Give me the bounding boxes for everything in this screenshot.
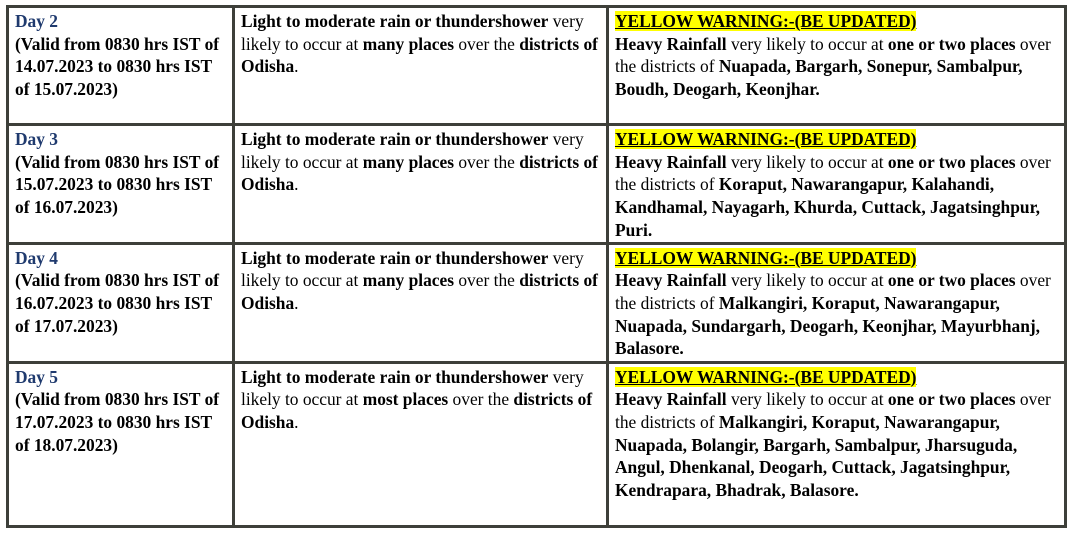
warning-cell <box>608 362 1066 526</box>
forecast-text: over the <box>454 33 520 54</box>
day-cell <box>8 125 234 244</box>
warning-cell <box>608 125 1066 244</box>
forecast-cell <box>234 7 608 125</box>
forecast-text: very likely to occur at <box>241 366 584 410</box>
warning-hazard: Heavy Rainfall <box>615 33 727 54</box>
forecast-lead: Light to moderate rain or thundershower <box>241 247 549 268</box>
warning-hazard: Heavy Rainfall <box>615 389 727 410</box>
day-label: Day 5 <box>15 366 58 387</box>
yellow-warning-label: YELLOW WARNING:-(BE UPDATED) <box>615 247 917 268</box>
forecast-lead: Light to moderate rain or thundershower <box>241 129 549 149</box>
warning-extent: one or two places <box>887 389 1016 410</box>
warning-extent: one or two places <box>887 151 1016 172</box>
warning-text: very likely to occur at <box>726 33 888 54</box>
forecast-text: over the <box>448 389 514 410</box>
forecast-region: districts of Odisha <box>241 33 598 77</box>
forecast-end: . <box>294 292 299 313</box>
forecast-text: very likely to occur at <box>241 247 584 291</box>
forecast-region: districts of Odisha <box>241 270 598 313</box>
warning-districts: Malkangiri, Koraput, Nawarangapur, Nuapada, Sundargarh, Deogarh, Keonjhar, Mayurbhanj, Balasore <box>615 292 1041 359</box>
forecast-region: districts of Odisha <box>241 389 593 432</box>
warning-text: over the districts of <box>615 33 1051 77</box>
forecast-cell <box>234 125 608 244</box>
warning-end: . <box>679 338 684 359</box>
table-row <box>8 243 1066 362</box>
warning-end: . <box>854 480 859 501</box>
day-cell <box>8 243 234 362</box>
district-forecast-table <box>6 5 1067 528</box>
validity-period: (Valid from 0830 hrs IST of 17.07.2023 to 0830 hrs IST of 18.07.2023) <box>15 389 220 455</box>
warning-end: . <box>647 219 653 240</box>
forecast-extent: most places <box>362 389 449 410</box>
day-cell <box>8 362 234 526</box>
forecast-text: over the <box>454 270 520 291</box>
warning-text: over the districts of <box>615 151 1051 195</box>
warning-districts: Malkangiri, Koraput, Nawarangapur, Nuapada, Bolangir, Bargarh, Sambalpur, Jharsuguda, Angul, Dhenkanal, Deogarh, Cuttack, Jagatsinghpur, Kendrapara, Bhadrak, Balasore <box>615 411 1018 501</box>
warning-end: . <box>815 79 820 100</box>
day-label: Day 4 <box>15 247 58 268</box>
warning-cell <box>608 243 1066 362</box>
table-row <box>8 125 1066 244</box>
forecast-region: districts of Odisha <box>241 151 598 195</box>
table-row <box>8 7 1066 125</box>
forecast-end: . <box>294 411 299 432</box>
forecast-extent: many places <box>362 270 455 291</box>
forecast-text: very likely to occur at <box>241 11 584 54</box>
forecast-end: . <box>294 174 299 195</box>
forecast-extent: many places <box>362 33 455 54</box>
validity-period: (Valid from 0830 hrs IST of 15.07.2023 to 0830 hrs IST of 16.07.2023) <box>15 151 220 218</box>
forecast-cell <box>234 243 608 362</box>
warning-extent: one or two places <box>887 270 1016 291</box>
yellow-warning-label: YELLOW WARNING:-(BE UPDATED) <box>615 366 917 387</box>
day-cell <box>8 7 234 125</box>
warning-districts: Nuapada, Bargarh, Sonepur, Sambalpur, Boudh, Deogarh, Keonjhar <box>615 56 1023 100</box>
yellow-warning-label: YELLOW WARNING:-(BE UPDATED) <box>615 129 917 149</box>
forecast-text: over the <box>454 151 520 172</box>
warning-extent: one or two places <box>887 33 1016 54</box>
validity-period: (Valid from 0830 hrs IST of 14.07.2023 to 0830 hrs IST of 15.07.2023) <box>15 33 220 100</box>
day-label: Day 2 <box>15 11 58 31</box>
forecast-lead: Light to moderate rain or thundershower <box>241 366 549 387</box>
warning-districts: Koraput, Nawarangapur, Kalahandi, Kandhamal, Nayagarh, Khurda, Cuttack, Jagatsinghpur, Puri <box>615 174 1041 240</box>
warning-text: very likely to occur at <box>726 270 888 291</box>
warning-text: over the districts of <box>615 389 1051 432</box>
table-row <box>8 362 1066 526</box>
warning-text: very likely to occur at <box>726 389 888 410</box>
forecast-end: . <box>294 56 299 77</box>
forecast-lead: Light to moderate rain or thundershower <box>241 11 549 31</box>
warning-hazard: Heavy Rainfall <box>615 270 727 291</box>
validity-period: (Valid from 0830 hrs IST of 16.07.2023 to 0830 hrs IST of 17.07.2023) <box>15 270 220 336</box>
forecast-cell <box>234 362 608 526</box>
warning-text: over the districts of <box>615 270 1051 313</box>
forecast-text: very likely to occur at <box>241 129 584 172</box>
warning-text: very likely to occur at <box>726 151 888 172</box>
warning-hazard: Heavy Rainfall <box>615 151 727 172</box>
warning-cell <box>608 7 1066 125</box>
day-label: Day 3 <box>15 129 58 149</box>
forecast-extent: many places <box>362 151 455 172</box>
yellow-warning-label: YELLOW WARNING:-(BE UPDATED) <box>615 11 917 31</box>
